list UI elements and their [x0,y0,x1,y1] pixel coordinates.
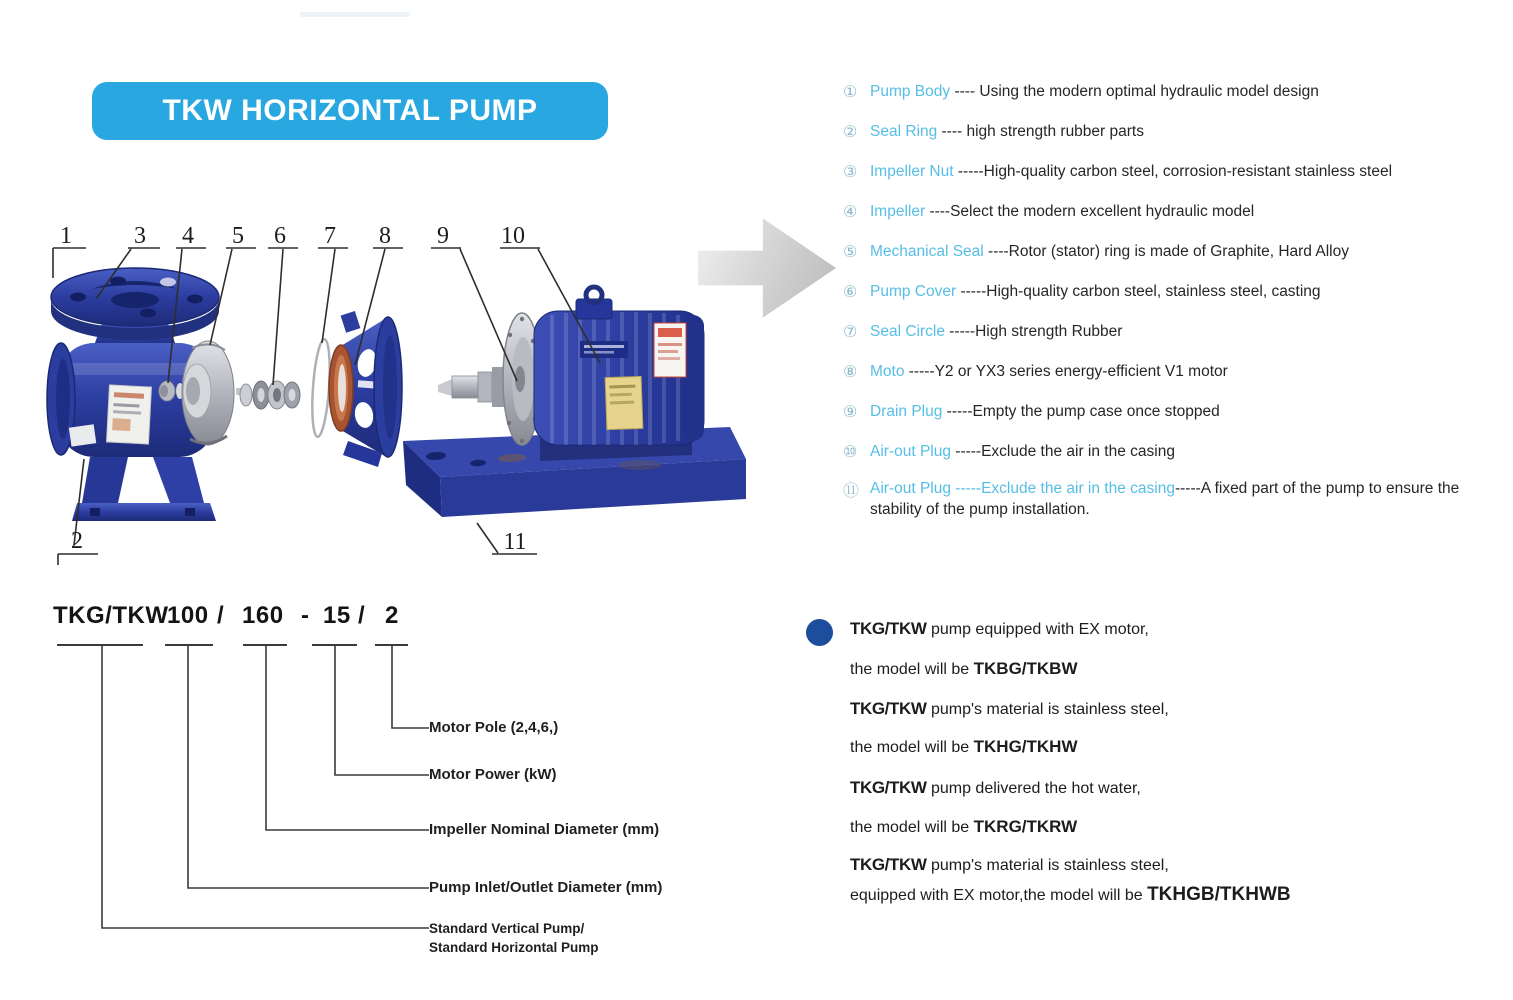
part-item-3: ③ Impeller Nut -----High-quality carbon steel, corrosion-resistant stainless steel [843,163,1393,181]
label-inlet-outlet-diameter: Pump Inlet/Outlet Diameter (mm) [429,879,663,896]
note-line: the model will be TKBG/TKBW [850,659,1078,678]
callout-label-1: 1 [60,223,72,249]
page-title-banner [92,82,608,140]
circled-number-icon: ⑨ [843,404,858,421]
label-motor-pole: Motor Pole (2,4,6,) [429,719,559,736]
part-item-11: ⑪ Air-out Plug -----Exclude the air in the casing-----A fixed part of the pump to ensure the stability of the pump installation. [843,480,1460,518]
page-title: TKW HORIZONTAL PUMP [162,94,538,127]
callout-label-5: 5 [232,223,244,249]
circled-number-icon: ② [843,124,858,141]
note-line: TKG/TKW pump's material is stainless steel, [850,855,1169,874]
callout-label-7: 7 [324,223,336,249]
lifting-eye-icon [586,287,602,303]
circled-number-icon: ⑧ [843,364,858,381]
model-code-separator: / [358,602,366,629]
callout-label-11: 11 [503,529,527,555]
callout-label-6: 6 [274,223,286,249]
circled-number-icon: ③ [843,164,858,181]
note-line: TKG/TKW pump delivered the hot water, [850,778,1141,797]
part-item-9: ⑨ Drain Plug -----Empty the pump case once stopped [843,403,1220,421]
circled-number-icon: ⑤ [843,244,858,261]
circled-number-icon: ⑦ [843,324,858,341]
note-line: TKG/TKW pump's material is stainless steel, [850,699,1169,718]
part-item-5: ⑤ Mechanical Seal ----Rotor (stator) ring is made of Graphite, Hard Alloy [843,243,1349,261]
part-item-8: ⑧ Moto -----Y2 or YX3 series energy-efficient V1 motor [843,363,1228,381]
part-item-4: ④ Impeller ----Select the modern excellent hydraulic model [843,203,1255,221]
circled-number-icon: ⑥ [843,284,858,301]
motor-red-label [654,323,686,377]
model-code-separator: / [217,602,225,629]
model-code-seg-160: 160 [242,602,284,629]
note-line: the model will be TKHG/TKHW [850,737,1078,756]
callout-label-10: 10 [501,223,525,249]
callout-label-8: 8 [379,223,391,249]
bullet-icon [806,619,833,646]
model-code-connector-lines [40,640,440,940]
note-line: the model will be TKRG/TKRW [850,817,1078,836]
note-line: TKG/TKW pump equipped with EX motor, [850,619,1149,638]
model-code-prefix: TKG/TKW [53,602,169,629]
model-code-seg-2: 2 [385,602,399,629]
motor-illustration [438,287,704,461]
circled-number-icon: ① [843,84,858,101]
parts-list [843,72,1508,520]
callout-label-2: 2 [71,528,83,554]
mechanical-seal-parts-illustration [236,381,300,409]
model-code-separator: - [301,602,310,629]
scan-artifact [300,12,410,17]
model-code-seg-100: 100 [167,602,209,629]
note-line: equipped with EX motor,the model will be TKHGB/TKHWB [850,884,1291,905]
part-item-7: ⑦ Seal Circle -----High strength Rubber [843,323,1123,341]
part-item-10: ⑩ Air-out Plug -----Exclude the air in the casing [843,443,1175,461]
model-code-seg-15: 15 [323,602,351,629]
circled-number-icon: ⑩ [843,444,858,461]
part-item-6: ⑥ Pump Cover -----High-quality carbon steel, stainless steel, casting [843,283,1321,301]
pump-exploded-diagram [40,215,750,565]
callout-label-4: 4 [182,223,194,249]
part-item-2: ② Seal Ring ---- high strength rubber parts [843,123,1144,141]
circled-number-icon: ⑪ [843,483,860,500]
motor-nameplate [605,376,643,429]
label-motor-power: Motor Power (kW) [429,766,557,783]
callout-label-3: 3 [134,223,146,249]
callout-label-9: 9 [437,223,449,249]
pump-label [107,385,152,444]
circled-number-icon: ④ [843,204,858,221]
label-impeller-diameter: Impeller Nominal Diameter (mm) [429,821,660,838]
label-standard-pump: Standard Vertical Pump/ Standard Horizontal Pump [429,921,599,955]
pump-cover-illustration [329,311,402,467]
part-item-1: ① Pump Body ---- Using the modern optimal hydraulic model design [843,83,1319,101]
